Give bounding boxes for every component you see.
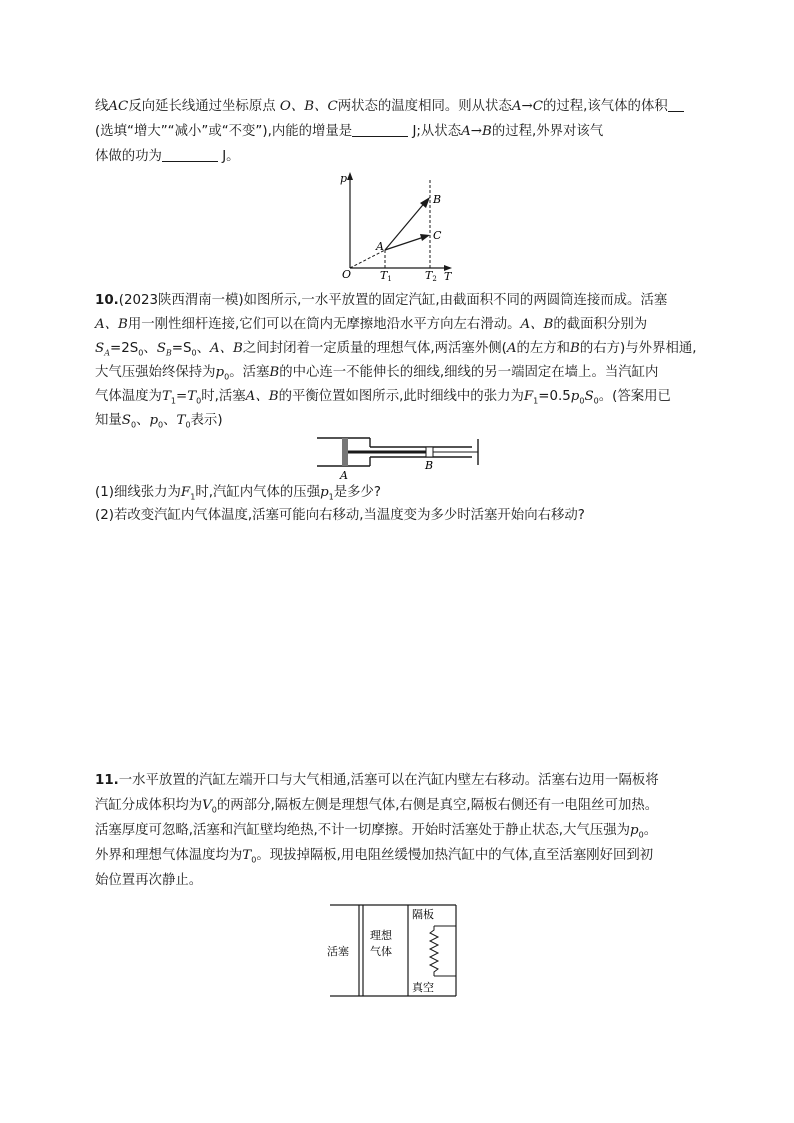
q11-text: 一水平放置的汽缸左端开口与大气相通,活塞可以在汽缸内壁左右移动。活塞右边用一隔板将 [118,773,659,788]
fig-label-b: B [425,459,434,472]
label-piston: 活塞 [327,945,349,958]
piston-a [342,438,348,466]
resistor-coil [430,926,438,976]
label-gas-2: 气体 [370,945,392,958]
q9-text: J。 [222,149,240,164]
q10-line-2: A、B用一刚性细杆连接,它们可以在筒内无摩擦地沿水平方向左右滑动。A、B的截面积分别为 [95,317,648,332]
fig-label-a: A [340,469,348,482]
q10-text: 如图所示,一水平放置的固定汽缸,由截面积不同的两圆筒连接而成。活塞 [243,293,668,308]
label-partition: 隔板 [412,908,434,921]
q10-line-3: $S_A=2S_0$、$S_B=S_0$、A、B之间封闭着一定质量的理想气体,两活塞外侧(A的左方和B的右方)与外界相通, [95,341,697,358]
label-c: C [433,229,442,242]
q9-text: 两状态的温度相同。则从状态 [337,99,512,114]
q11-line-2: 汽缸分成体积均为$V_0$的两部分,隔板左侧是理想气体,右侧是真空,隔板右侧还有一电阻丝可加热。 [95,798,659,815]
y-axis-arrow [347,172,353,180]
cylinder-partition-figure [322,899,464,1003]
q10-number: 10. [95,293,119,308]
q10-line-6: 知量$S_0$、$p_0$、$T_0$表示) [95,413,223,430]
q9-text: (选填“增大”“减小”或“不变”),内能的增量是 [95,124,353,139]
pt-graph [330,170,460,282]
q9-var: O、B、C [279,99,338,114]
q10-sub-2: (2)若改变汽缸内气体温度,活塞可能向右移动,当温度变为多少时活塞开始向右移动? [95,508,585,523]
q11-line-5: 始位置再次静止。 [95,873,203,888]
q11-line-3: 活塞厚度可忽略,活塞和汽缸壁均绝热,不计一切摩擦。开始时活塞处于静止状态,大气压强为$p_0$。 [95,823,658,840]
q10-sub-1: (1)细线张力为$F_1$时,汽缸内气体的压强$p_1$是多少? [95,485,382,502]
q9-text: 的过程,该气体的体积 [542,99,668,114]
label-t: T [444,270,452,282]
q10-source: (2023陕西渭南一模) [118,293,244,308]
label-o: O [342,268,352,281]
q11-line-1 [95,770,715,792]
q9-line-3 [95,146,715,168]
q9-text: 反向延长线通过坐标原点 [128,99,276,114]
q9-text: 体做的功为 [95,149,162,164]
piston-b [426,447,433,457]
q9-var: AC [108,99,129,114]
q9-text: 的过程,外界对该气 [491,124,604,139]
cylinder-figure [312,433,484,483]
q9-text: J;从状态 [412,124,462,139]
answer-blank-work[interactable] [162,147,218,162]
q9-line-2 [95,121,715,143]
q11-line-4: 外界和理想气体温度均为$T_0$。现拔掉隔板,用电阻丝缓慢加热汽缸中的气体,直至活塞刚好回到初 [95,848,654,865]
label-p: p [340,172,348,185]
tick-t2: T2 [425,269,437,282]
q11-number: 11. [95,773,119,788]
q10-line-1 [95,290,715,312]
answer-blank-internal-energy[interactable] [352,122,408,137]
q9-line-1 [95,96,715,118]
label-gas-1: 理想 [370,929,392,942]
tick-t1: T1 [380,269,392,282]
q9-text: 线 [95,99,109,114]
answer-blank-volume[interactable] [668,97,684,112]
q10-line-4: 大气压强始终保持为$p_0$。活塞B的中心连一不能伸长的细线,细线的另一端固定在墙上。当汽缸内 [95,365,659,382]
label-a: A [376,240,384,253]
label-vacuum: 真空 [412,981,434,994]
q10-line-5: 气体温度为$T_1=T_0$时,活塞A、B的平衡位置如图所示,此时细线中的张力为$F_1=0.5p_0S_0$。(答案用已 [95,389,671,406]
q9-var: A→C [511,99,543,114]
label-b: B [433,193,442,206]
arrow-c [420,234,430,241]
q9-var: A→B [461,124,492,139]
